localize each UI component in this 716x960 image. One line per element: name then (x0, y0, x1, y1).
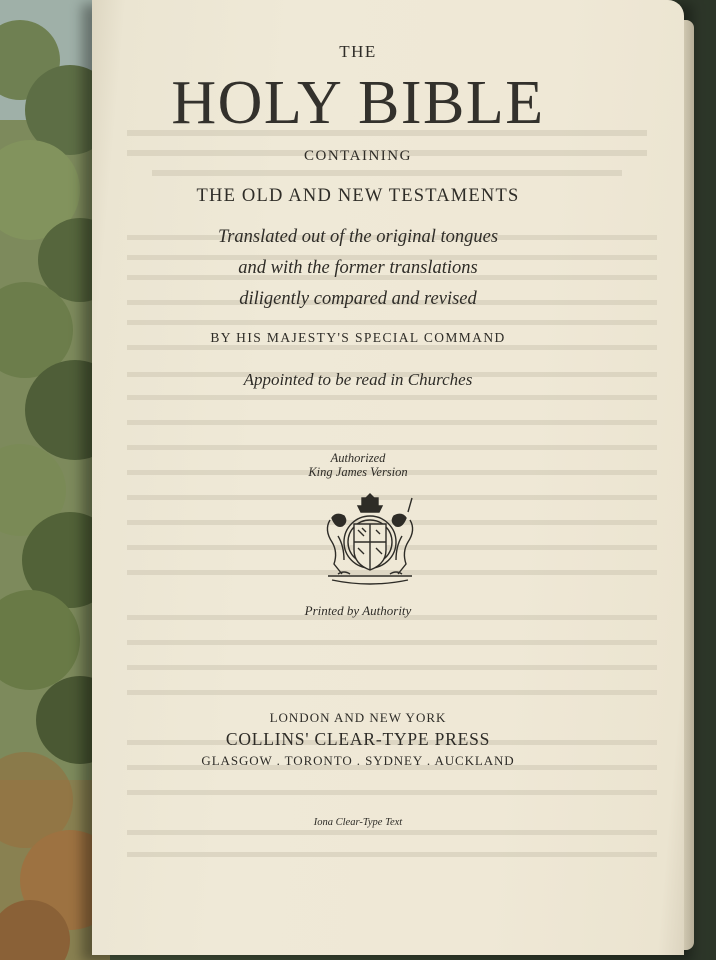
version-label: King James Version (308, 465, 408, 479)
translation-line-2: and with the former translations (238, 258, 478, 278)
royal-coat-of-arms-icon (318, 490, 422, 590)
special-command: BY HIS MAJESTY'S SPECIAL COMMAND (210, 330, 506, 345)
page-title: HOLY BIBLE (171, 69, 545, 137)
title-article: THE (339, 42, 377, 61)
translation-line-1: Translated out of the original tongues (217, 227, 499, 247)
printed-by-authority: Printed by Authority (304, 603, 412, 618)
publisher-name: COLLINS' CLEAR-TYPE PRESS (225, 729, 491, 749)
testaments-heading: THE OLD AND NEW TESTAMENTS (196, 186, 520, 206)
publisher-cities-top: LONDON AND NEW YORK (269, 710, 447, 725)
authorized-label: Authorized (330, 451, 386, 465)
translation-line-3: diligently compared and revised (239, 289, 477, 309)
containing-label: CONTAINING (304, 148, 412, 164)
typeface-note: Iona Clear-Type Text (313, 817, 403, 828)
publisher-cities-bottom: GLASGOW . TORONTO . SYDNEY . AUCKLAND (201, 753, 515, 768)
appointed-line: Appointed to be read in Churches (243, 370, 473, 389)
